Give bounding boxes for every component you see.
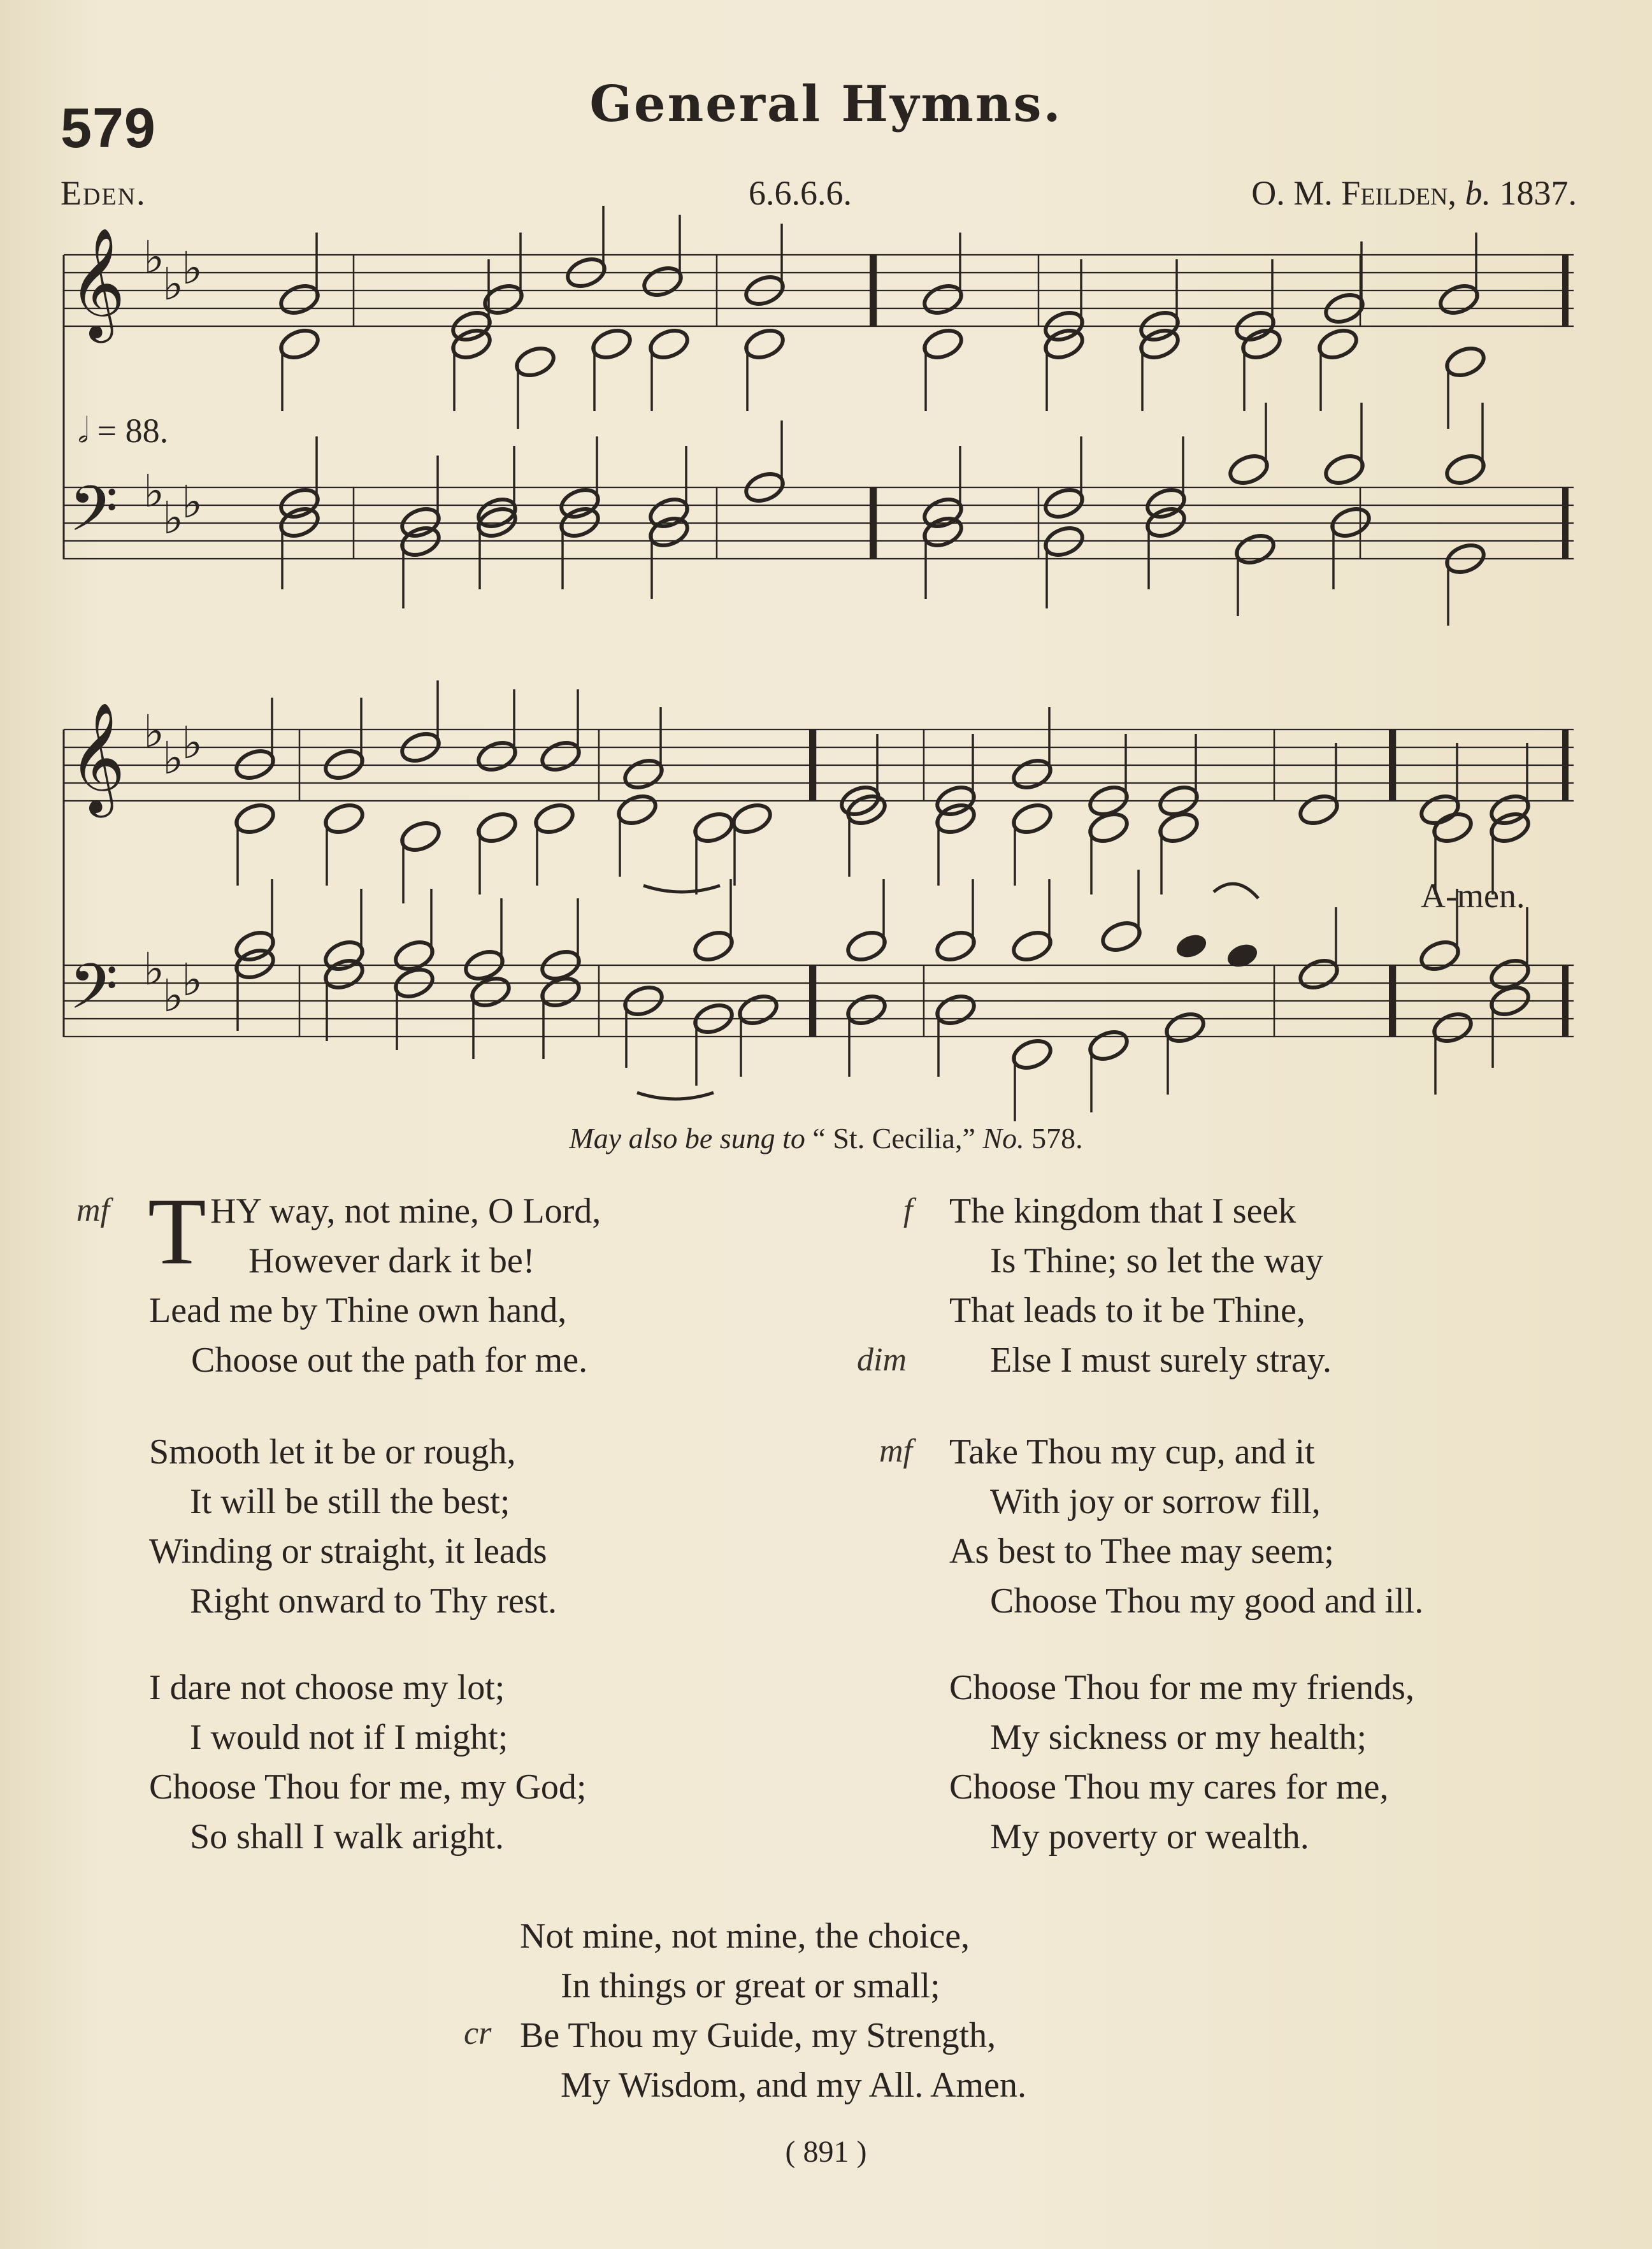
note-head xyxy=(233,800,277,837)
verse-line: Smooth let it be or rough, xyxy=(149,1432,516,1472)
verse-line: I dare not choose my lot; xyxy=(149,1668,505,1707)
verse-line: Not mine, not mine, the choice, xyxy=(520,1916,970,1956)
note-head xyxy=(691,809,736,846)
treble-clef-icon: 𝄞 xyxy=(69,227,126,338)
flat-icon: ♭ xyxy=(162,972,184,1021)
verse-line: It will be still the best; xyxy=(190,1482,510,1521)
verse-line: Lead me by Thine own hand, xyxy=(149,1291,567,1330)
page-number: ( 891 ) xyxy=(785,2135,867,2169)
hymn-number: 579 xyxy=(61,96,156,159)
slur xyxy=(643,886,720,892)
note-head xyxy=(1239,326,1284,363)
note-head xyxy=(921,281,965,318)
bass-clef-icon: 𝄢 xyxy=(69,473,119,561)
composer-born: b. xyxy=(1465,174,1491,212)
flat-icon: ♭ xyxy=(162,494,184,543)
verse-7 xyxy=(520,1911,1026,2110)
note-head xyxy=(1144,485,1188,522)
note-head xyxy=(921,494,965,531)
flat-icon: ♭ xyxy=(182,719,203,768)
note-head xyxy=(615,791,659,828)
verse-2 xyxy=(149,1427,557,1626)
verse-line: However dark it be! xyxy=(248,1241,535,1281)
note-head xyxy=(1233,531,1277,568)
note-head xyxy=(1156,809,1201,846)
dynamic-mf: mf xyxy=(76,1192,110,1228)
note-head xyxy=(475,738,519,775)
flat-icon: ♭ xyxy=(143,234,165,283)
tempo-marking: 𝅗𝅥 = 88. xyxy=(78,412,169,450)
double-bar xyxy=(1562,255,1569,326)
double-bar xyxy=(809,965,815,1037)
flat-icon: ♭ xyxy=(182,245,203,294)
quarter-note-head xyxy=(1225,940,1260,971)
verse-line: Choose Thou my good and ill. xyxy=(990,1581,1424,1621)
flat-icon: ♭ xyxy=(182,478,203,528)
slur xyxy=(637,1093,714,1099)
note-head xyxy=(933,991,978,1028)
flat-icon: ♭ xyxy=(162,261,184,310)
note-head xyxy=(933,928,978,965)
note-head xyxy=(513,343,557,380)
note-head xyxy=(1042,485,1086,522)
meter: 6.6.6.6. xyxy=(749,174,852,212)
verse-line: HY way, not mine, O Lord, xyxy=(210,1191,601,1231)
note-head xyxy=(1437,281,1481,318)
note-head xyxy=(921,514,965,550)
also-no-label: No. xyxy=(982,1122,1024,1154)
note-head xyxy=(1443,343,1488,380)
note-head xyxy=(322,800,366,837)
double-bar xyxy=(1562,487,1569,559)
note-head xyxy=(398,818,443,855)
verse-line: I would not if I might; xyxy=(190,1718,508,1757)
note-head xyxy=(742,326,787,363)
flat-icon: ♭ xyxy=(143,708,165,757)
note-head xyxy=(1163,1009,1207,1046)
dynamic-f: f xyxy=(903,1192,913,1228)
note-head xyxy=(647,514,691,550)
tune-name: Eden. xyxy=(61,174,147,212)
note-head xyxy=(1430,809,1475,846)
note-head xyxy=(1010,1036,1054,1073)
drop-cap: T xyxy=(148,1179,206,1284)
arc-mark xyxy=(1214,884,1258,898)
note-head xyxy=(1430,1009,1475,1046)
note-head xyxy=(621,756,666,793)
verse-1 xyxy=(149,1186,601,1385)
verse-line: Winding or straight, it leads xyxy=(149,1532,547,1571)
double-bar xyxy=(1562,729,1569,801)
note-head xyxy=(538,738,583,775)
composer-name: O. M. Feilden, xyxy=(1251,174,1456,212)
flat-icon: ♭ xyxy=(143,945,165,995)
dynamic-cr: cr xyxy=(464,2015,492,2051)
also-tune: “ St. Cecilia,” xyxy=(812,1122,975,1154)
note-head xyxy=(277,281,322,318)
dynamic-mf: mf xyxy=(879,1433,912,1469)
verse-line: Be Thou my Guide, my Strength, xyxy=(520,2016,996,2055)
note-head xyxy=(1010,800,1054,837)
verse-line: My poverty or wealth. xyxy=(990,1817,1309,1857)
note-head xyxy=(1010,928,1054,965)
verse-4 xyxy=(949,1186,1332,1385)
running-head: General Hymns. xyxy=(589,75,1063,133)
double-bar xyxy=(1562,965,1569,1037)
note-head xyxy=(729,800,774,837)
double-bar xyxy=(809,729,815,801)
note-head xyxy=(532,800,577,837)
note-head xyxy=(1316,326,1360,363)
note-head xyxy=(475,809,519,846)
note-head xyxy=(1443,451,1488,488)
dynamic-dim: dim xyxy=(857,1342,907,1378)
note-head xyxy=(1322,451,1367,488)
verse-line: My sickness or my health; xyxy=(990,1718,1367,1757)
note-head xyxy=(277,326,322,363)
also-prefix: May also be sung to xyxy=(569,1122,805,1154)
verse-line: In things or great or small; xyxy=(561,1966,940,2006)
note-head xyxy=(647,494,691,531)
note-head xyxy=(844,991,889,1028)
verse-5 xyxy=(949,1427,1423,1626)
note-head xyxy=(1086,809,1131,846)
note-head xyxy=(1418,937,1462,974)
double-bar xyxy=(1389,965,1395,1037)
note-head xyxy=(557,485,602,522)
amen-lyric: A-men. xyxy=(1421,877,1525,915)
note-head xyxy=(538,974,583,1010)
also-no-value: 578. xyxy=(1031,1122,1083,1154)
treble-clef-icon: 𝄞 xyxy=(69,702,126,813)
bass-clef-icon: 𝄢 xyxy=(69,951,119,1039)
flat-icon: ♭ xyxy=(162,735,184,784)
verse-line: Choose out the path for me. xyxy=(191,1340,588,1380)
note-head xyxy=(921,326,965,363)
note-head xyxy=(1086,1027,1131,1064)
verse-line: Take Thou my cup, and it xyxy=(949,1432,1315,1472)
verse-line: Choose Thou my cares for me, xyxy=(949,1767,1389,1807)
verse-line: Choose Thou for me my friends, xyxy=(949,1668,1414,1707)
verse-line: So shall I walk aright. xyxy=(190,1817,505,1857)
music-score xyxy=(0,0,1652,1121)
composer-year: 1837. xyxy=(1499,174,1577,212)
note-head xyxy=(277,485,322,522)
flat-icon: ♭ xyxy=(182,956,203,1005)
note-head xyxy=(1226,451,1271,488)
note-head xyxy=(640,263,685,300)
flat-icon: ♭ xyxy=(143,468,165,517)
double-bar xyxy=(870,255,876,326)
verse-line: The kingdom that I seek xyxy=(949,1191,1296,1231)
verse-6 xyxy=(949,1663,1414,1862)
verse-line: As best to Thee may seem; xyxy=(949,1532,1334,1571)
double-bar xyxy=(870,487,876,559)
quarter-note-head xyxy=(1174,931,1209,961)
verse-line: With joy or sorrow fill, xyxy=(990,1482,1321,1521)
note-head xyxy=(1099,918,1144,955)
note-head xyxy=(1296,791,1341,828)
note-head xyxy=(1010,756,1054,793)
note-head xyxy=(844,928,889,965)
verse-line: That leads to it be Thine, xyxy=(949,1291,1305,1330)
verse-3 xyxy=(149,1663,586,1862)
verse-line: Right onward to Thy rest. xyxy=(190,1581,557,1621)
note-head xyxy=(736,991,780,1028)
note-head xyxy=(589,326,634,363)
note-head xyxy=(647,326,691,363)
note-head xyxy=(1296,956,1341,993)
verse-line: Else I must surely stray. xyxy=(990,1340,1332,1380)
note-head xyxy=(691,928,736,965)
verse-line: Choose Thou for me, my God; xyxy=(149,1767,587,1807)
verse-line: Is Thine; so let the way xyxy=(990,1241,1324,1281)
alternative-tune-note xyxy=(0,1121,1652,1155)
verse-line: My Wisdom, and my All. Amen. xyxy=(561,2066,1026,2105)
double-bar xyxy=(1389,729,1395,801)
